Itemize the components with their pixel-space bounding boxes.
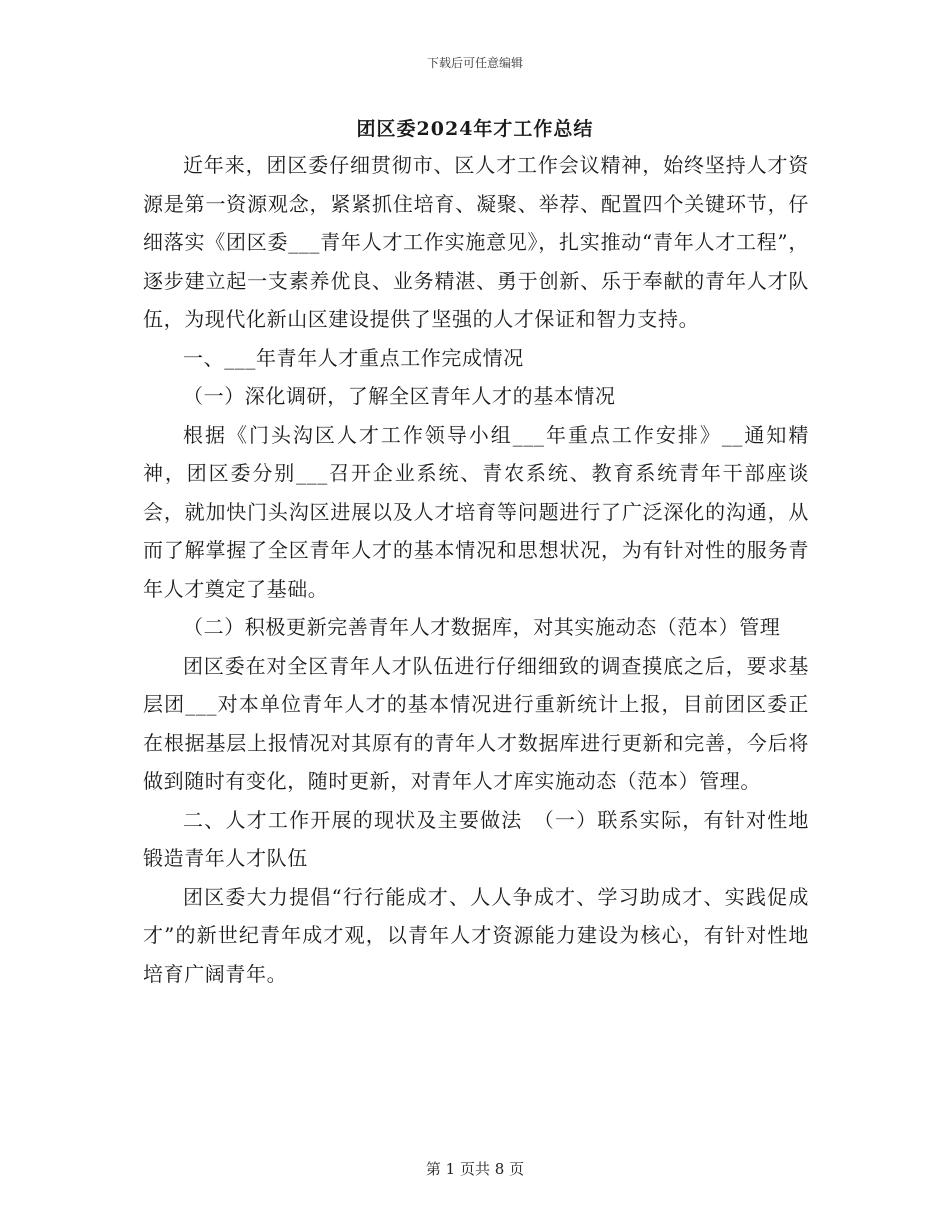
paragraph-database: 团区委在对全区青年人才队伍进行仔细细致的调查摸底之后，要求基层团___对本单位青年人才的基本情况进行重新统计上报，目前团区委正在根据基层上报情况对其原有的青年人才数据库进行更新和完善，今后将做到随时有变化，随时更新，对青年人才库实施动态（范本）管理。: [143, 653, 809, 793]
section-heading-1: 一、___年青年人才重点工作完成情况: [183, 345, 524, 370]
subsection-heading-1-1: （一）深化调研，了解全区青年人才的基本情况: [183, 384, 616, 408]
document-body: [143, 146, 809, 993]
subsection-heading-1-2: （二）积极更新完善青年人才数据库，对其实施动态（范本）管理: [183, 615, 781, 639]
paragraph-research: 根据《门头沟区人才工作领导小组___年重点工作安排》__通知精神，团区委分别___召开企业系统、青农系统、教育系统青年干部座谈会，就加快门头沟区进展以及人才培育等问题进行了广泛深化的沟通，从而了解掌握了全区青年人才的基本情况和思想状况，为有针对性的服务青年人才奠定了基础。: [143, 422, 809, 601]
paragraph-intro: 近年来，团区委仔细贯彻市、区人才工作会议精神，始终坚持人才资源是第一资源观念，紧紧抓住培育、凝聚、举荐、配置四个关键环节，仔细落实《团区委___青年人才工作实施意见》，扎实推动“青年人才工程”，逐步建立起一支素养优良、业务精湛、勇于创新、乐于奉献的青年人才队伍，为现代化新山区建设提供了坚强的人才保证和智力支持。: [143, 153, 809, 331]
page-number: 第 1 页共 8 页: [425, 1160, 525, 1178]
section-heading-2: 二、人才工作开展的现状及主要做法 （一）联系实际，有针对性地锻造青年人才队伍: [143, 807, 809, 870]
paragraph-talent-view: 团区委大力提倡“行行能成才、人人争成才、学习助成才、实践促成才”的新世纪青年成才观，以青年人才资源能力建设为核心，有针对性地培育广阔青年。: [143, 884, 809, 986]
header-note: 下载后可任意编辑: [426, 56, 523, 70]
document-title: 团区委2024年才工作总结: [356, 118, 594, 140]
